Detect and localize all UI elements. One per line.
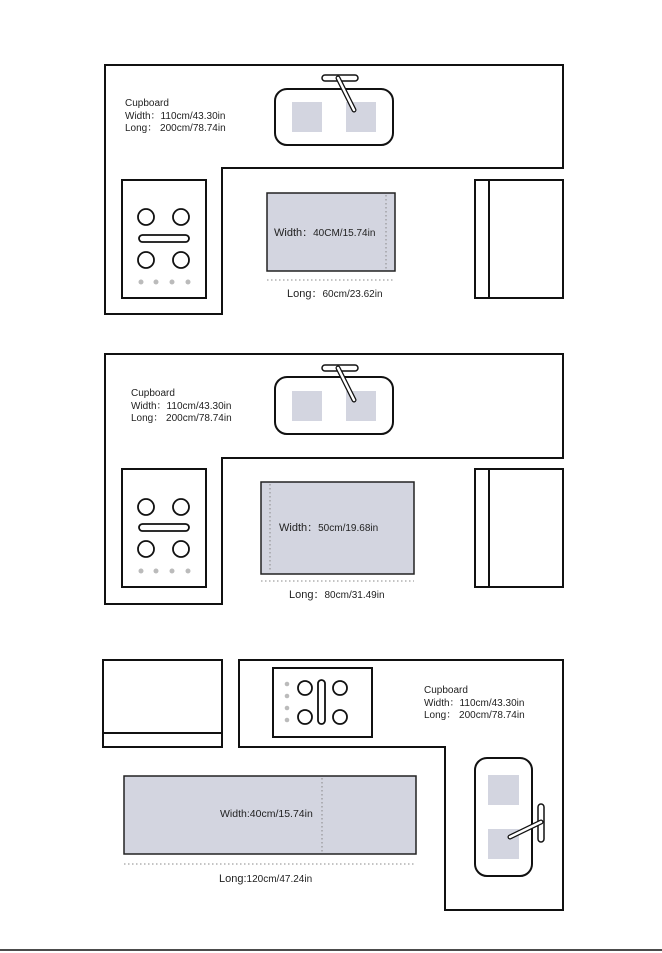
cupboard-long: Long： 200cm/78.74in	[424, 710, 525, 721]
sink	[275, 377, 393, 434]
rug-long-value: 60cm/23.62in	[322, 289, 383, 300]
fridge	[475, 469, 563, 587]
rug-long-label: Long：	[289, 589, 325, 601]
svg-text:Width：50cm/19.68in	[279, 522, 378, 534]
rug-long-value: 120cm/47.24in	[246, 874, 313, 885]
stove	[273, 668, 372, 737]
layout-3	[103, 660, 563, 910]
svg-text:Long：80cm/31.49in	[289, 589, 385, 601]
rug-width-label: Width：	[279, 522, 319, 534]
svg-text:Width:40cm/15.74in	[220, 808, 313, 820]
fridge	[103, 660, 222, 747]
rug-long-label: Long：	[287, 288, 323, 300]
svg-text:Width：40CM/15.74in	[274, 227, 375, 239]
cupboard-width: Width：110cm/43.30in	[125, 111, 226, 122]
cupboard-width: Width：110cm/43.30in	[131, 401, 232, 412]
rug-width-label: Width:	[220, 808, 250, 820]
stove	[122, 469, 206, 587]
rug-long-value: 80cm/31.49in	[324, 590, 385, 601]
svg-text:Long:120cm/47.24in	[219, 873, 312, 885]
fridge	[475, 180, 563, 298]
cupboard-title: Cupboard	[125, 98, 169, 109]
svg-text:Long：60cm/23.62in	[287, 288, 383, 300]
layout-1	[105, 65, 563, 314]
rug-width-value: 40cm/15.74in	[249, 808, 313, 820]
cupboard-title: Cupboard	[424, 685, 468, 696]
sink	[275, 89, 393, 145]
rug-width-value: 40CM/15.74in	[313, 228, 376, 239]
rug	[124, 776, 416, 864]
cupboard-long: Long： 200cm/78.74in	[125, 123, 226, 134]
rug-width-value: 50cm/19.68in	[318, 523, 379, 534]
cupboard-long: Long： 200cm/78.74in	[131, 413, 232, 424]
stove	[122, 180, 206, 298]
cupboard-width: Width：110cm/43.30in	[424, 698, 525, 709]
layout-2	[105, 354, 563, 604]
rug-width-label: Width：	[274, 227, 314, 239]
rug-long-label: Long:	[219, 873, 247, 885]
cupboard-title: Cupboard	[131, 388, 175, 399]
sink	[475, 758, 532, 876]
